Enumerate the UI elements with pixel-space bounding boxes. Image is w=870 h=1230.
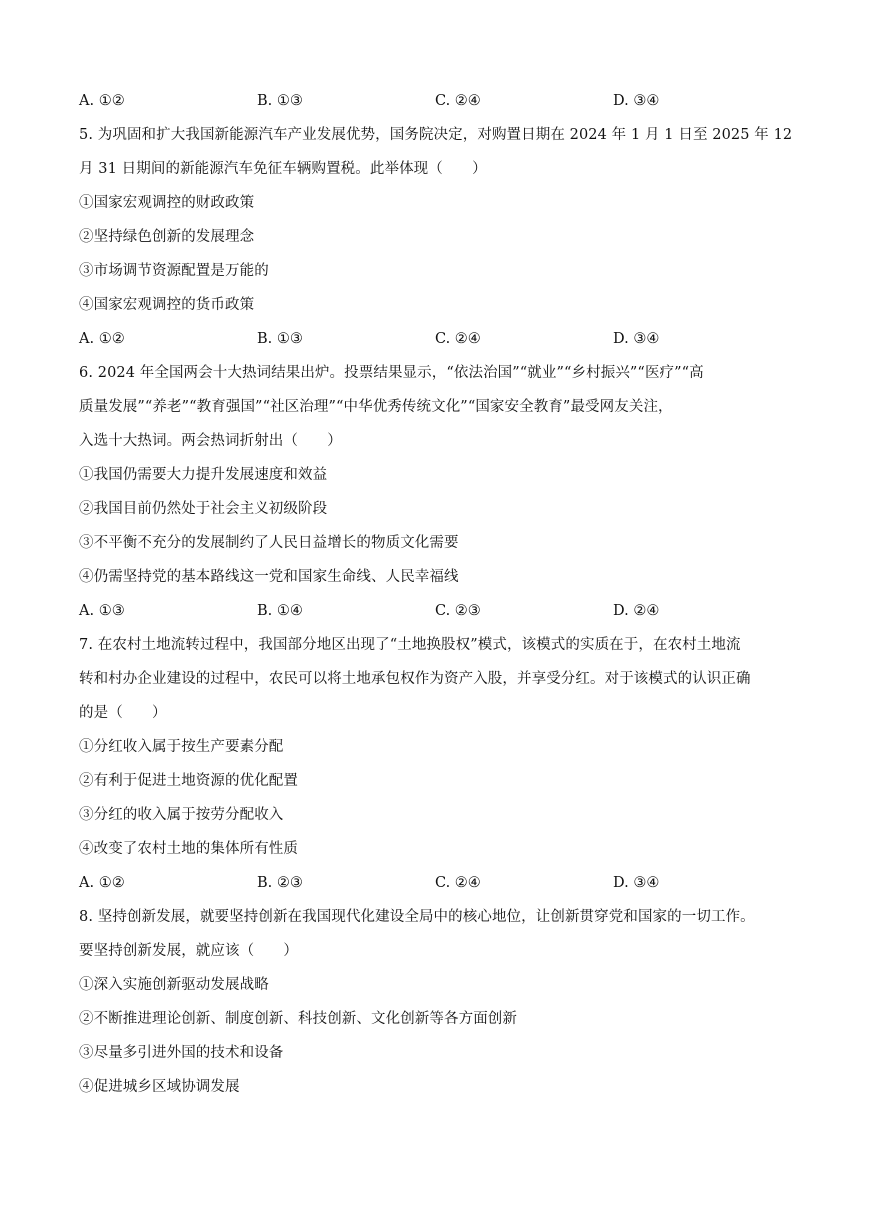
question-8 — [79, 900, 793, 1104]
q7-item-2: ②有利于促进土地资源的优化配置 — [79, 773, 298, 789]
q4-options — [79, 84, 793, 118]
question-content — [79, 84, 793, 1104]
q6-option-c: C. ②③ — [435, 603, 481, 619]
q5-option-b: B. ①③ — [257, 331, 303, 347]
question-7 — [79, 628, 793, 900]
q6-option-a: A. ①③ — [79, 603, 125, 619]
q7-option-d: D. ③④ — [613, 875, 660, 891]
q6-stem-line-3: 入选十大热词。两会热词折射出（ ） — [79, 433, 342, 449]
q6-options — [79, 594, 793, 628]
q7-stem-line-2: 转和村办企业建设的过程中，农民可以将土地承包权作为资产入股，并享受分红。对于该模式的认识正确 — [79, 671, 751, 687]
q5-item-3: ③市场调节资源配置是万能的 — [79, 263, 269, 279]
q8-item-1: ①深入实施创新驱动发展战略 — [79, 977, 269, 993]
q5-option-c: C. ②④ — [435, 331, 481, 347]
q6-item-1: ①我国仍需要大力提升发展速度和效益 — [79, 467, 328, 483]
q5-stem-line-1: 5. 为巩固和扩大我国新能源汽车产业发展优势，国务院决定，对购置日期在 2024 年 1 月 1 日至 2025 年 12 — [79, 127, 793, 143]
q6-stem-line-2: 质量发展”“养老”“教育强国”“社区治理”“中华优秀传统文化”“国家安全教育”最受网友关注， — [79, 399, 673, 415]
question-6 — [79, 356, 793, 628]
question-5 — [79, 118, 793, 356]
q5-item-1: ①国家宏观调控的财政政策 — [79, 195, 255, 211]
q7-stem-line-3: 的是（ ） — [79, 705, 167, 721]
q5-item-4: ④国家宏观调控的货币政策 — [79, 297, 255, 313]
q5-option-a: A. ①② — [79, 331, 125, 347]
q5-stem-line-2: 月 31 日期间的新能源汽车免征车辆购置税。此举体现（ ） — [79, 161, 487, 177]
q7-item-1: ①分红收入属于按生产要素分配 — [79, 739, 284, 755]
q5-item-2: ②坚持绿色创新的发展理念 — [79, 229, 255, 245]
q8-item-2: ②不断推进理论创新、制度创新、科技创新、文化创新等各方面创新 — [79, 1011, 517, 1027]
q4-option-d: D. ③④ — [613, 93, 660, 109]
q6-option-b: B. ①④ — [257, 603, 303, 619]
q8-item-3: ③尽量多引进外国的技术和设备 — [79, 1045, 284, 1061]
q6-item-4: ④仍需坚持党的基本路线这一党和国家生命线、人民幸福线 — [79, 569, 459, 585]
q8-stem-line-2: 要坚持创新发展，就应该（ ） — [79, 943, 298, 959]
q4-option-a: A. ①② — [79, 93, 125, 109]
q6-option-d: D. ②④ — [613, 603, 660, 619]
q7-option-b: B. ②③ — [257, 875, 303, 891]
q5-options — [79, 322, 793, 356]
q7-option-a: A. ①② — [79, 875, 125, 891]
q8-stem-line-1: 8. 坚持创新发展，就要坚持创新在我国现代化建设全局中的核心地位，让创新贯穿党和国家的一切工作。 — [79, 909, 755, 925]
q6-item-3: ③不平衡不充分的发展制约了人民日益增长的物质文化需要 — [79, 535, 459, 551]
q5-option-d: D. ③④ — [613, 331, 660, 347]
q7-stem-line-1: 7. 在农村土地流转过程中，我国部分地区出现了“土地换股权”模式，该模式的实质在于，在农村土地流 — [79, 637, 741, 653]
q7-option-c: C. ②④ — [435, 875, 481, 891]
q7-item-4: ④改变了农村土地的集体所有性质 — [79, 841, 298, 857]
q8-item-4: ④促进城乡区域协调发展 — [79, 1079, 240, 1095]
q7-options — [79, 866, 793, 900]
q6-stem-line-1: 6. 2024 年全国两会十大热词结果出炉。投票结果显示，“依法治国”“就业”“乡村振兴”“医疗”“高 — [79, 365, 704, 381]
q4-option-b: B. ①③ — [257, 93, 303, 109]
q7-item-3: ③分红的收入属于按劳分配收入 — [79, 807, 284, 823]
q4-option-c: C. ②④ — [435, 93, 481, 109]
q6-item-2: ②我国目前仍然处于社会主义初级阶段 — [79, 501, 328, 517]
